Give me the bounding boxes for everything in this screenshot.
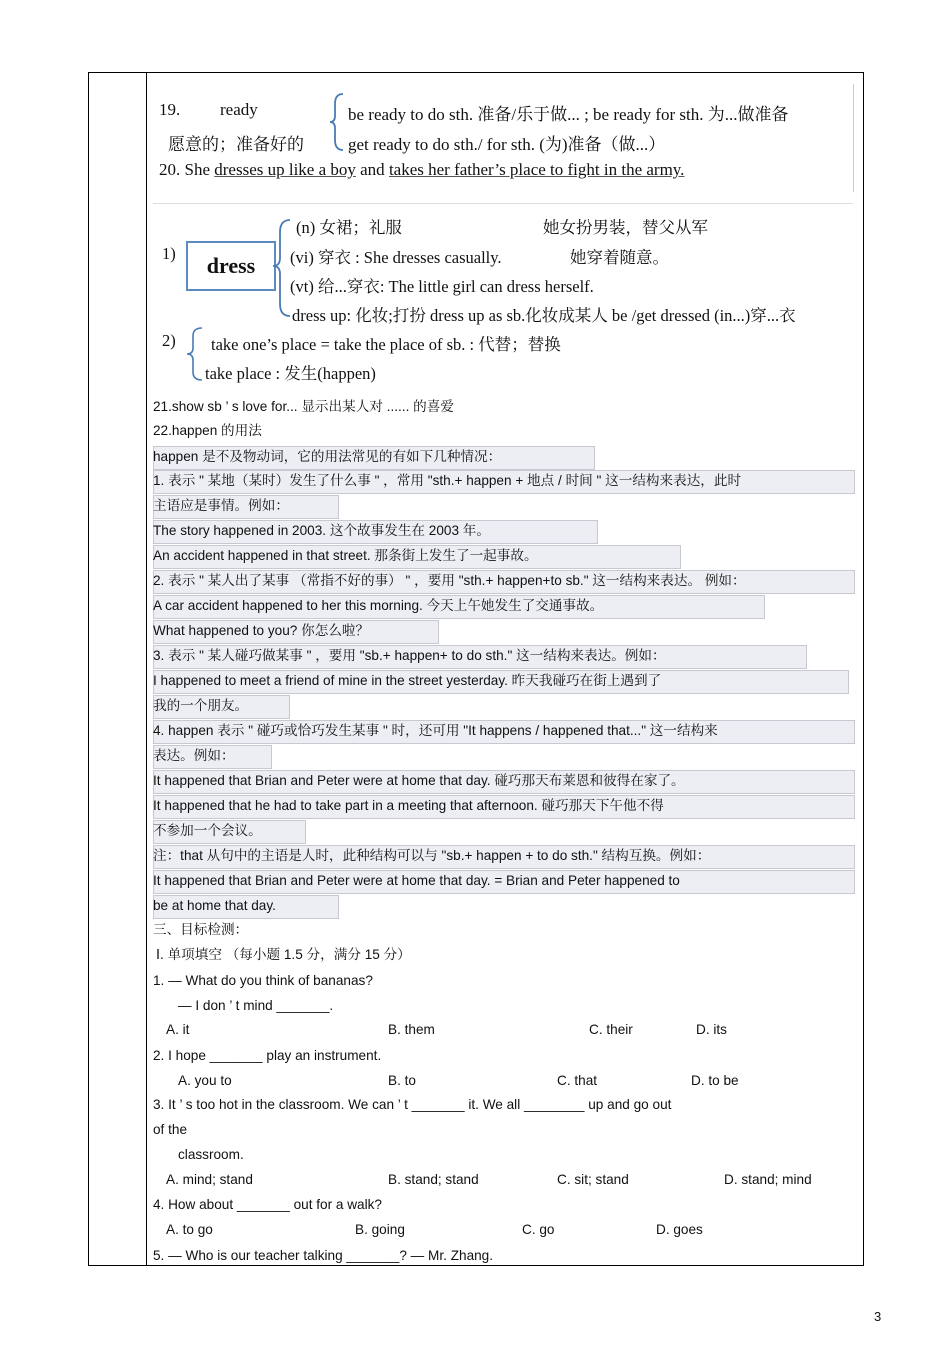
item19-line2: get ready to do sth./ for sth. (为)准备（做...） bbox=[348, 135, 666, 154]
text-line: It happened that he had to take part in a meeting that afternoon. 碰巧那天下午他不得 bbox=[153, 798, 664, 813]
item19-line1: be ready to do sth. 准备/乐于做... ; be ready for sth. 为...做准备 bbox=[348, 105, 789, 124]
option-c: C. sit; stand bbox=[557, 1172, 629, 1187]
text-line: 主语应是事情。例如： bbox=[153, 498, 289, 513]
text-line: happen 是不及物动词，它的用法常见的有如下几种情况： bbox=[153, 449, 502, 464]
option-d: D. its bbox=[696, 1022, 727, 1037]
option-a: A. mind; stand bbox=[166, 1172, 253, 1187]
dress-noun: (n) 女裙；礼服 bbox=[296, 218, 402, 237]
text-line: 4. happen 表示 " 碰巧或恰巧发生某事 " 时，还可用 "It happens / happened that..." 这一结构来 bbox=[153, 723, 718, 738]
page-number: 3 bbox=[874, 1309, 882, 1324]
item19-meaning: 愿意的；准备好的 bbox=[168, 135, 304, 154]
option-a: A. it bbox=[166, 1022, 190, 1037]
dress-example-trans: 她女扮男装，替父从军 bbox=[543, 218, 708, 237]
question-3-cont: of the bbox=[153, 1122, 188, 1137]
text-line: I happened to meet a friend of mine in the street yesterday. 昨天我碰巧在街上遇到了 bbox=[153, 673, 662, 688]
text-line: It happened that Brian and Peter were at home that day. 碰巧那天布莱恩和彼得在家了。 bbox=[153, 773, 685, 788]
take-place-2: take place : 发生(happen) bbox=[205, 364, 376, 383]
take-place-1: take one’s place = take the place of sb. : 代替；替换 bbox=[211, 335, 561, 354]
item20-sentence: 20. She dresses up like a boy and takes her father’s place to fight in the army. bbox=[159, 160, 685, 179]
section-heading: 三、目标检测： bbox=[153, 922, 249, 937]
dress-number: 1) bbox=[162, 244, 176, 263]
text-line: What happened to you? 你怎么啦？ bbox=[153, 623, 370, 638]
option-b: B. to bbox=[388, 1073, 416, 1088]
option-d: D. goes bbox=[656, 1222, 703, 1237]
brace-icon bbox=[330, 92, 346, 152]
image-divider bbox=[153, 203, 853, 204]
question-3-cont: classroom. bbox=[178, 1147, 244, 1162]
text-line: 3. 表示 " 某人碰巧做某事 " ，要用 "sb.+ happen+ to do sth." 这一结构来表达。例如： bbox=[153, 648, 666, 663]
question-2: 2. I hope _______ play an instrument. bbox=[153, 1048, 382, 1063]
option-b: B. stand; stand bbox=[388, 1172, 479, 1187]
question-5: 5. — Who is our teacher talking _______? — Mr. Zhang. bbox=[153, 1248, 494, 1263]
item19-number: 19. bbox=[159, 100, 181, 119]
table-column-divider bbox=[146, 72, 147, 1265]
option-b: B. going bbox=[355, 1222, 405, 1237]
option-a: A. to go bbox=[166, 1222, 213, 1237]
item19-word: ready bbox=[220, 100, 258, 119]
text-line: 表达。例如： bbox=[153, 748, 235, 763]
option-d: D. to be bbox=[691, 1073, 739, 1088]
question-4: 4. How about _______ out for a walk? bbox=[153, 1197, 382, 1212]
question-3: 3. It ’ s too hot in the classroom. We can ’ t _______ it. We all ________ up and go out bbox=[153, 1097, 672, 1112]
dress-word-box: dress bbox=[186, 241, 276, 291]
text-line: An accident happened in that street. 那条街上发生了一起事故。 bbox=[153, 548, 538, 563]
text-line: 不参加一个会议。 bbox=[153, 823, 262, 838]
dress-vi-trans: 她穿着随意。 bbox=[570, 248, 669, 267]
brace-icon bbox=[186, 326, 204, 382]
option-c: C. that bbox=[557, 1073, 598, 1088]
text-line: 1. 表示 " 某地（某时）发生了什么事 " ，常用 "sth.+ happen + 地点 / 时间 " 这一结构来表达，此时 bbox=[153, 473, 742, 488]
option-c: C. go bbox=[522, 1222, 555, 1237]
item21-line: 21.show sb ’ s love for... 显示出某人对 ...... 的喜爱 bbox=[153, 399, 454, 414]
text-line: A car accident happened to her this morning. 今天上午她发生了交通事故。 bbox=[153, 598, 604, 613]
text-line: The story happened in 2003. 这个故事发生在 2003 年。 bbox=[153, 523, 490, 538]
dress-up: dress up: 化妆;打扮 dress up as sb.化妆成某人 be /get dressed (in...)穿...衣 bbox=[292, 306, 796, 325]
text-line: It happened that Brian and Peter were at home that day. = Brian and Peter happened to bbox=[153, 873, 680, 888]
question-1: 1. — What do you think of bananas? bbox=[153, 973, 373, 988]
dress-vt: (vt) 给...穿衣: The little girl can dress herself. bbox=[290, 277, 594, 296]
option-c: C. their bbox=[589, 1022, 633, 1037]
question-1-reply: — I don ’ t mind _______. bbox=[178, 998, 334, 1013]
brace-icon bbox=[272, 218, 292, 318]
exercise-instructions: Ⅰ. 单项填空 （每小题 1.5 分，满分 15 分） bbox=[156, 947, 411, 962]
item22-heading: 22.happen 的用法 bbox=[153, 423, 262, 438]
take-number: 2) bbox=[162, 331, 176, 350]
text-line: 我的一个朋友。 bbox=[153, 698, 249, 713]
text-line: 2. 表示 " 某人出了某事 （常指不好的事） " ，要用 "sth.+ happen+to sb." 这一结构来表达。 例如： bbox=[153, 573, 746, 588]
option-a: A. you to bbox=[178, 1073, 232, 1088]
option-b: B. them bbox=[388, 1022, 435, 1037]
text-line: 注：that 从句中的主语是人时，此种结构可以与 "sb.+ happen + to do sth." 结构互换。例如： bbox=[153, 848, 711, 863]
dress-vi: (vi) 穿衣 : She dresses casually. bbox=[290, 248, 502, 267]
option-d: D. stand; mind bbox=[724, 1172, 812, 1187]
text-line: be at home that day. bbox=[153, 898, 276, 913]
